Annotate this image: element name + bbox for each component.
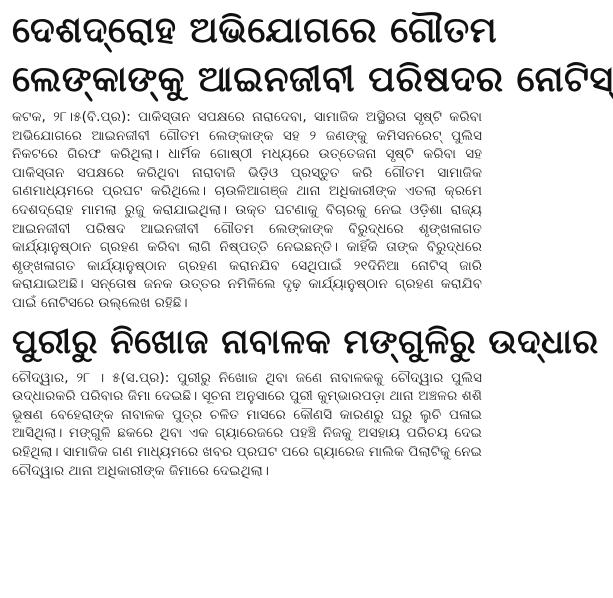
headline: ପୁରୀରୁ ନିଖୋଜ ନାବାଳକ ମଙ୍ଗୁଳିରୁ ଉଦ୍ଧାର xyxy=(12,321,599,362)
headline-line-1: ଦେଶଦ୍ରୋହ ଅଭିଯୋଗରେ ଗୌତମ xyxy=(12,10,498,51)
article-sedition-notice xyxy=(12,6,613,313)
article-body: ଚୌଦ୍ୱାର, ୨୮ । ୫(ସ.ପ୍ର): ପୁରୀରୁ ନିଖୋଜ ଥିବା ଜଣେ ନାବାଳକକୁ ଚୌଦ୍ୱାର ପୁଲିସ ଉଦ୍ଧାରକରି ପରିବାର ଜିମା ଦେଇଛି। ସୂଚନା ଅନୁସାରେ ପୁରୀ କୁମ୍ଭାରପଡ଼ା ଥାନା ଅଞ୍ଚଳର ଶଶି ଭୂଷଣ ବେହେରାଙ୍କ ନାବାଳକ ପୁତ୍ର ଚଳିତ ମାସରେ କୌଣସି କାରଣରୁ ଘରୁ ଲୁଚି ପଳାଇ ଆସିଥିଲା। ମଙ୍ଗୁଳି ଛକରେ ଥିବା ଏକ ଗ୍ୟାରେଜରେ ପହଞ୍ଚି ନିଜକୁ ଅସହାୟ ପରିଚୟ ଦେଇ ରହିଥିଲା। ସାମାଜିକ ଗଣ ମାଧ୍ୟମରେ ଖବର ପ୍ରଘଟ ପରେ ଗ୍ୟାରେଜ ମାଲିକ ପିଲାଟିକୁ ନେଇ ଚୌଦ୍ୱାର ଥାନା ଅଧିକାରୀଙ୍କ ଜିମାରେ ଦେଇଥିଲା। xyxy=(12,369,482,479)
headline-line-2: ଲେଙ୍କାଙ୍କୁ ଆଇନଜୀବୀ ପରିଷଦର ନୋଟିସ୍ xyxy=(12,59,613,100)
article-missing-minor-rescued xyxy=(12,319,599,481)
article-body: କଟକ, ୨୮।୫(ବି.ପ୍ର): ପାକିସ୍ତାନ ସପକ୍ଷରେ ନାରାଦେବା, ସାମାଜିକ ଅସ୍ଥିରତା ସୃଷ୍ଟି କରିବା ଅଭିଯୋଗରେ ଆଇନଜୀବୀ ଗୌତମ ଲେଙ୍କାଙ୍କ ସହ ୨ ଜଣଙ୍କୁ କମିସନରେଟ୍ ପୁଲିସ ନିକଟରେ ଗିରଫ କରିଥିଲା। ଧାର୍ମିକ ଗୋଷ୍ଠୀ ମଧ୍ୟରେ ଉତ୍ତେଜନା ସୃଷ୍ଟି କରିବା ସହ ପାକିସ୍ତାନ ସପକ୍ଷରେ କରିଥିବା ନାରାବାଜି ଭିଡ଼ିଓ ପ୍ରସ୍ତୁତ କରି ଗୌତମ ସାମାଜିକ ଗଣମାଧ୍ୟମରେ ପ୍ରଘଟ କରିଥିଲେ। ଚାଉଳିଆଗଞ୍ଜ ଥାନା ଅଧିକାରୀଙ୍କ ଏତଲା କ୍ରମେ ଦେଶଦ୍ରୋହ ମାମଲା ରୁଜୁ କରାଯାଇଥିଲା। ଉକ୍ତ ଘଟଣାକୁ ବିଚାରକୁ ନେଇ ଓଡ଼ିଶା ରାଜ୍ୟ ଆଇନଜୀବୀ ପରିଷଦ ଆଇନଜୀବୀ ଗୌତମ ଲେଙ୍କାଙ୍କ ବିରୁଦ୍ଧରେ ଶୃଙ୍ଖଳାଗତ କାର୍ଯ୍ୟାନୁଷ୍ଠାନ ଗ୍ରହଣ କରିବା ଲାଗି ନିଷ୍ପତ୍ତି ନେଇଛନ୍ତି। କାହିଁକି ତାଙ୍କ ବିରୁଦ୍ଧରେ ଶୃଙ୍ଖଳାଗତ କାର୍ଯ୍ୟାନୁଷ୍ଠାନ ଗ୍ରହଣ କରାନଯିବ ସେଥିପାଇଁ ୨୧ଦିନିଆ ନୋଟିସ୍ ଜାରି କରାଯାଇଅଛି। ସନ୍ତୋଷ ଜନକ ଉତ୍ତର ନମିଳିଲେ ଦୃଢ଼ କାର୍ଯ୍ୟାନୁଷ୍ଠାନ ଗ୍ରହଣ କରାଯିବ ପାଇଁ ନୋଟିସରେ ଉଲ୍ଲେଖ ରହିଛି। xyxy=(12,109,482,311)
